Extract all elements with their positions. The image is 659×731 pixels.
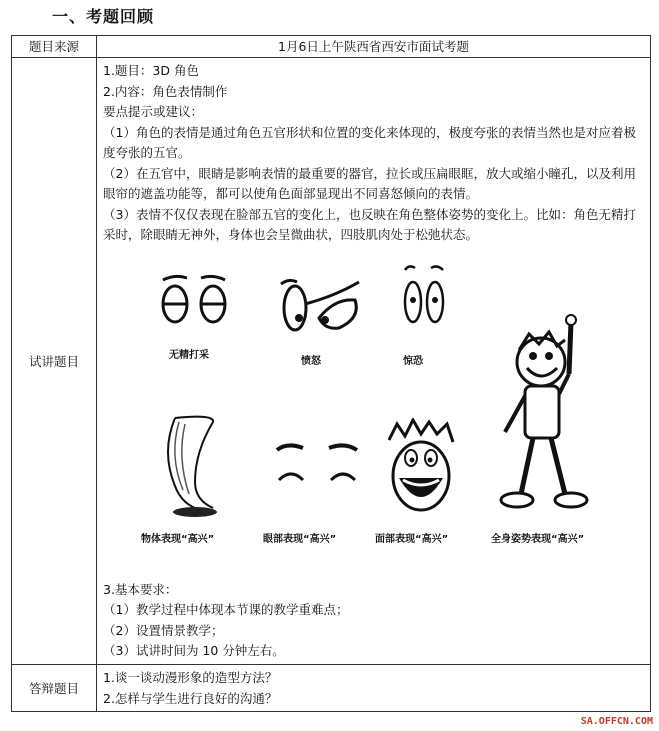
caption-angry: 愤怒 (301, 355, 321, 367)
source-value: 1月6日上午陕西省西安市面试考题 (97, 36, 651, 58)
caption-frightened: 惊恐 (403, 355, 423, 367)
expression-figure (103, 252, 644, 580)
tip-item: （3）表情不仅仅表现在脸部五官的变化上，也反映在角色整体姿势的变化上。比如：角色无精打采时，除眼睛无神外，身体也会呈微曲状，四肢肌肉处于松弛状态。 (103, 206, 636, 242)
caption-body-happy: 全身姿势表现“高兴” (491, 533, 585, 545)
defense-question: 1.谈一谈动漫形象的造型方法？ (103, 669, 278, 685)
table-row (12, 664, 651, 711)
requirement-item: （1）教学过程中体现本节课的教学重难点； (103, 602, 349, 617)
table-row (12, 36, 651, 58)
listless-eyes-illustration (155, 272, 235, 328)
defense-label: 答辩题目 (12, 664, 97, 711)
caption-object-happy: 物体表现“高兴” (141, 533, 215, 545)
table-row (12, 58, 651, 665)
tip-item: （2）在五官中，眼睛是影响表情的最重要的器官，拉长或压扁眼眶，放大或缩小瞳孔，以及利用眼帘的遮盖功能等，都可以使角色面部显现出不同喜怒倾向的表情。 (103, 165, 636, 201)
source-label: 题目来源 (12, 36, 97, 58)
requirement-item: （3）试讲时间为 10 分钟左右。 (103, 643, 285, 658)
detail-line: 2.内容：角色表情制作 (103, 83, 228, 99)
caption-face-happy: 面部表现“高兴” (375, 533, 449, 545)
lecture-content (97, 58, 651, 665)
object-happy-illustration (155, 412, 229, 520)
page-title: 一、考题回顾 (52, 7, 155, 26)
defense-question: 2.怎样与学生进行良好的沟通？ (103, 690, 278, 706)
defense-content (97, 664, 651, 711)
site-watermark: SA.OFFCN.COM (580, 716, 653, 727)
topic-line: 1.题目：3D 角色 (103, 63, 199, 78)
requirements-title: 3.基本要求： (103, 581, 178, 597)
requirement-item: （2）设置情景教学； (103, 622, 224, 638)
caption-listless: 无精打采 (169, 349, 209, 361)
angry-eyes-illustration (275, 274, 367, 334)
lecture-label: 试讲题目 (12, 58, 97, 665)
exam-table (11, 35, 651, 712)
frightened-eyes-illustration (399, 262, 449, 334)
caption-eyes-happy: 眼部表现“高兴” (263, 533, 337, 545)
watermark (0, 160, 9, 229)
happy-body-illustration (499, 314, 599, 522)
face-happy-illustration (383, 418, 461, 518)
eyes-happy-illustration (273, 440, 363, 494)
tips-title: 要点提示或建议： (103, 104, 204, 119)
tip-item: （1）角色的表情是通过角色五官形状和位置的变化来体现的，极度夸张的表情当然也是对应着极度夸张的五官。 (103, 124, 636, 160)
